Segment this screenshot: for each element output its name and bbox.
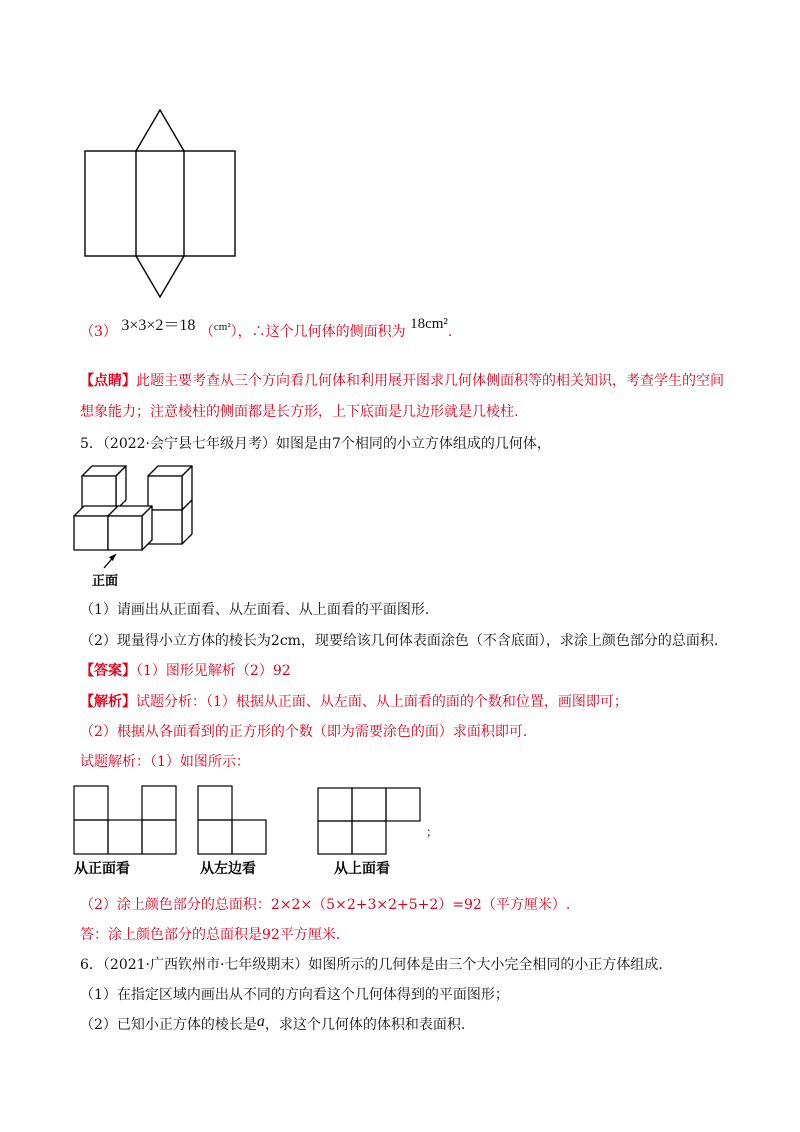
part3-answer: 18cm²: [410, 316, 448, 332]
q6-sub2-post: ，求这个几何体的体积和表面积.: [264, 1017, 466, 1033]
q5-stem: 5．（2022·会宁县七年级月考）如图是由7个相同的小立方体组成的几何体，: [80, 436, 551, 452]
analysis-text1: 试题分析：（1）根据从正面、从左面、从上面看的面的个数和位置，画图即可；: [136, 694, 628, 710]
q5-answer: [80, 661, 291, 681]
part3-unit: cm²: [213, 321, 231, 333]
q5-solution-intro: 试题解析：（1）如图所示：: [80, 754, 250, 770]
front-label: 正面: [92, 574, 119, 589]
part3-text: ），∴这个几何体的侧面积为: [230, 324, 406, 340]
q6-variable-a: a: [256, 1013, 265, 1030]
q5-sub2: （2）现量得小立方体的棱长为2cm，现要给该几何体表面涂色（不含底面），求涂上颜色部分的总面积.: [80, 633, 719, 649]
view-label-front: 从正面看: [74, 861, 130, 877]
dianjing-text1: 此题主要考查从三个方向看几何体和利用展开图求几何体侧面积等的相关知识，考查学生的空间: [136, 373, 724, 389]
q6-sub2-pre: （2）已知小正方体的棱长是: [80, 1017, 257, 1033]
q5-analysis1: [80, 692, 628, 712]
q5-analysis2: （2）根据从各面看到的正方形的个数（即为需要涂色的面）求面积即可.: [80, 724, 528, 740]
q5-conclusion: 答：涂上颜色部分的总面积是92平方厘米.: [80, 927, 341, 943]
q5-sub1: （1）请画出从正面看、从左面看、从上面看的平面图形.: [80, 602, 430, 618]
view-grids-figure: [70, 780, 440, 855]
answer-text: （1）图形见解析（2）92: [136, 663, 291, 679]
prism-net-figure: [80, 105, 240, 300]
view-end: ；: [426, 825, 439, 839]
dianjing-line2: 想象能力；注意棱柱的侧面都是长方形，上下底面是几边形就是几棱柱.: [80, 404, 519, 420]
q5-solution2: （2）涂上颜色部分的总面积：2×2×（5×2+3×2+5+2）=92（平方厘米）.: [80, 897, 571, 913]
q6-stem: 6．（2021·广西钦州市·七年级期末）如图所示的几何体是由三个大小完全相同的小正方体组成.: [80, 957, 663, 973]
part3-formula: 3×3×2＝18: [121, 317, 196, 334]
part3-line: [80, 316, 453, 343]
view-label-left: 从左边看: [200, 861, 256, 877]
dianjing-line1: [80, 371, 724, 391]
q6-sub2: [80, 1015, 465, 1035]
answer-tag: 【答案】: [80, 663, 136, 679]
q6-sub1: （1）在指定区域内画出从不同的方向看这个几何体得到的平面图形；: [80, 987, 509, 1003]
view-label-top: 从上面看: [334, 861, 390, 877]
dianjing-tag: 【点睛】: [80, 373, 136, 389]
analysis-tag: 【解析】: [80, 694, 136, 710]
part3-prefix: （3）: [80, 324, 117, 340]
part3-unit-open: （: [199, 324, 214, 340]
part3-end: .: [447, 324, 453, 340]
